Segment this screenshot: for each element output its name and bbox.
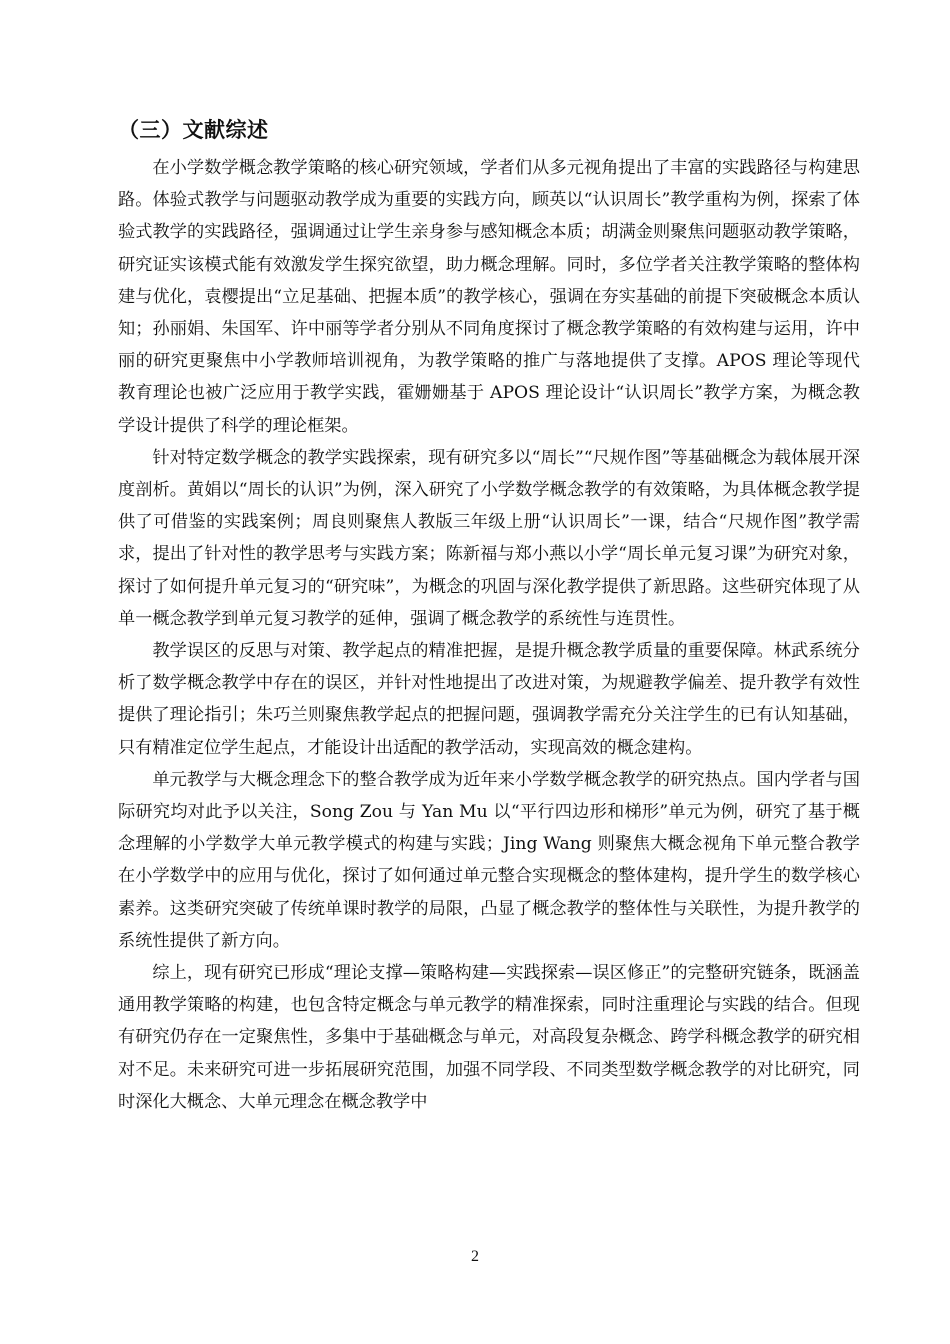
paragraph-specific-concepts: 针对特定数学概念的教学实践探索，现有研究多以“周长”“尺规作图”等基础概念为载体展开深度剖析。黄娟以“周长的认识”为例，深入研究了小学数学概念教学的有效策略，为具体概念教学提供了可借鉴的实践案例；周良则聚焦人教版三年级上册“认识周长”一课，结合“尺规作图”教学需求，提出了针对性的教学思考与实践方案；陈新福与郑小燕以小学“周长单元复习课”为研究对象，探讨了如何提升单元复习的“研究味”，为概念的巩固与深化教学提供了新思路。这些研究体现了从单一概念教学到单元复习教学的延伸，强调了概念教学的系统性与连贯性。	[118, 447, 860, 629]
paragraph-misconceptions: 教学误区的反思与对策、教学起点的精准把握，是提升概念教学质量的重要保障。林武系统分析了数学概念教学中存在的误区，并针对性地提出了改进对策，为规避教学偏差、提升教学有效性提供了理论指引；朱巧兰则聚焦教学起点的把握问题，强调教学需充分关注学生的已有认知基础，只有精准定位学生起点，才能设计出适配的教学活动，实现高效的概念建构。	[118, 641, 860, 758]
paragraph-strategies: 在小学数学概念教学策略的核心研究领域，学者们从多元视角提出了丰富的实践路径与构建思路。体验式教学与问题驱动教学成为重要的实践方向，顾英以“认识周长”教学重构为例，探索了体验式教学的实践路径，强调通过让学生亲身参与感知概念本质；胡满金则聚焦问题驱动教学策略，研究证实该模式能有效激发学生探究欲望，助力概念理解。同时，多位学者关注教学策略的整体构建与优化，袁樱提出“立足基础、把握本质”的教学核心，强调在夯实基础的前提下突破概念本质认知；孙丽娟、朱国军、许中丽等学者分别从不同角度探讨了概念教学策略的有效构建与运用，许中丽的研究更聚焦中小学教师培训视角，为教学策略的推广与落地提供了支撑。APOS 理论等现代教育理论也被广泛应用于教学实践，霍姗姗基于 APOS 理论设计“认识周长”教学方案，为概念教学设计提供了科学的理论框架。	[118, 158, 860, 436]
section-heading: （三）文献综述	[118, 118, 269, 142]
body-text	[118, 152, 860, 1118]
paragraph-unit-teaching: 单元教学与大概念理念下的整合教学成为近年来小学数学概念教学的研究热点。国内学者与国际研究均对此予以关注，Song Zou 与 Yan Mu 以“平行四边形和梯形”单元为例，研究了基于概念理解的小学数学大单元教学模式的构建与实践；Jing Wang 则聚焦大概念视角下单元整合教学在小学数学中的应用与优化，探讨了如何通过单元整合实现概念的整体建构，提升学生的数学核心素养。这类研究突破了传统单课时教学的局限，凸显了概念教学的整体性与关联性，为提升教学的系统性提供了新方向。	[118, 769, 860, 951]
paragraph-summary: 综上，现有研究已形成“理论支撑—策略构建—实践探索—误区修正”的完整研究链条，既涵盖通用教学策略的构建，也包含特定概念与单元教学的精准探索，同时注重理论与实践的结合。但现有研究仍存在一定聚焦性，多集中于基础概念与单元，对高段复杂概念、跨学科概念教学的研究相对不足。未来研究可进一步拓展研究范围，加强不同学段、不同类型数学概念教学的对比研究，同时深化大概念、大单元理念在概念教学中	[118, 963, 860, 1112]
page-number: 2	[471, 1248, 479, 1265]
